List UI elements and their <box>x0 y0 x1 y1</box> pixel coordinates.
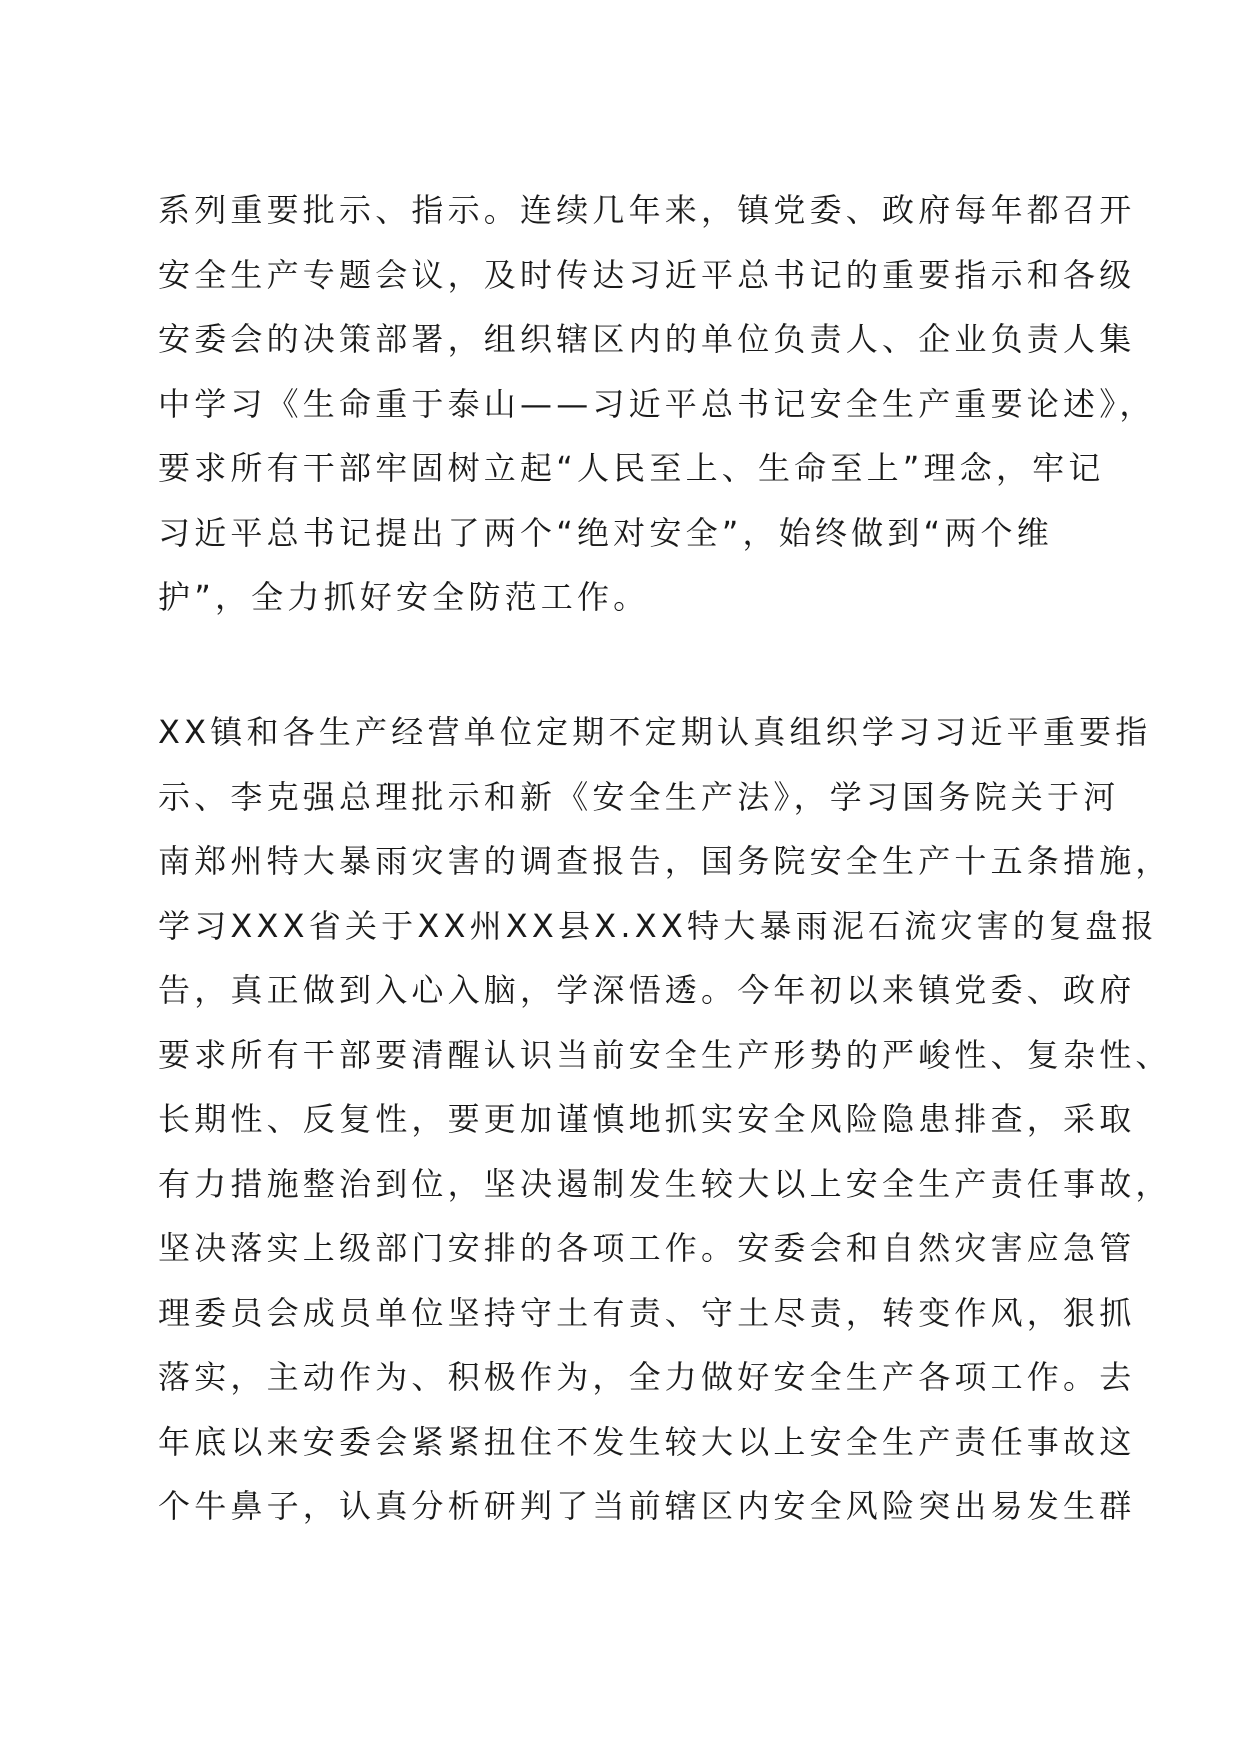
text-line: 习近平总书记提出了两个“绝对安全”，始终做到“两个维 <box>158 513 1053 552</box>
text-line: 告，真正做到入心入脑，学深悟透。今年初以来镇党委、政府 <box>158 971 1136 1009</box>
text-line: 护”，全力抓好安全防范工作。 <box>158 578 650 616</box>
text-line: 有力措施整治到位，坚决遏制发生较大以上安全生产责任事故， <box>158 1164 1172 1203</box>
text-line: 坚决落实上级部门安排的各项工作。安委会和自然灾害应急管 <box>158 1229 1136 1267</box>
text-line: 系列重要批示、指示。连续几年来，镇党委、政府每年都召开 <box>158 191 1136 229</box>
text-line: 要求所有干部要清醒认识当前安全生产形势的严峻性、复杂性、 <box>158 1035 1172 1074</box>
text-line: 年底以来安委会紧紧扭住不发生较大以上安全生产责任事故这 <box>158 1422 1136 1461</box>
text-line: 中学习《生命重于泰山——习近平总书记安全生产重要论述》， <box>158 384 1156 423</box>
paragraph-1 <box>158 178 1156 630</box>
text-line: 学习XXX省关于XX州XX县X.XX特大暴雨泥石流灾害的复盘报 <box>158 906 1158 945</box>
text-line: 个牛鼻子，认真分析研判了当前辖区内安全风险突出易发生群 <box>158 1487 1136 1525</box>
text-line: 要求所有干部牢固树立起“人民至上、生命至上”理念，牢记 <box>158 449 1105 487</box>
text-line: 示、李克强总理批示和新《安全生产法》，学习国务院关于河 <box>158 777 1120 816</box>
paragraph-2 <box>158 700 1172 1539</box>
text-line: 落实，主动作为、积极作为，全力做好安全生产各项工作。去 <box>158 1358 1136 1396</box>
text-line: 南郑州特大暴雨灾害的调查报告，国务院安全生产十五条措施， <box>158 842 1172 880</box>
text-line: XX镇和各生产经营单位定期不定期认真组织学习习近平重要指 <box>158 713 1152 751</box>
text-line: 安全生产专题会议，及时传达习近平总书记的重要指示和各级 <box>158 255 1136 294</box>
text-line: 理委员会成员单位坚持守土有责、守土尽责，转变作风，狠抓 <box>158 1293 1136 1332</box>
text-line: 安委会的决策部署，组织辖区内的单位负责人、企业负责人集 <box>158 320 1136 358</box>
text-line: 长期性、反复性，要更加谨慎地抓实安全风险隐患排查，采取 <box>158 1100 1136 1138</box>
